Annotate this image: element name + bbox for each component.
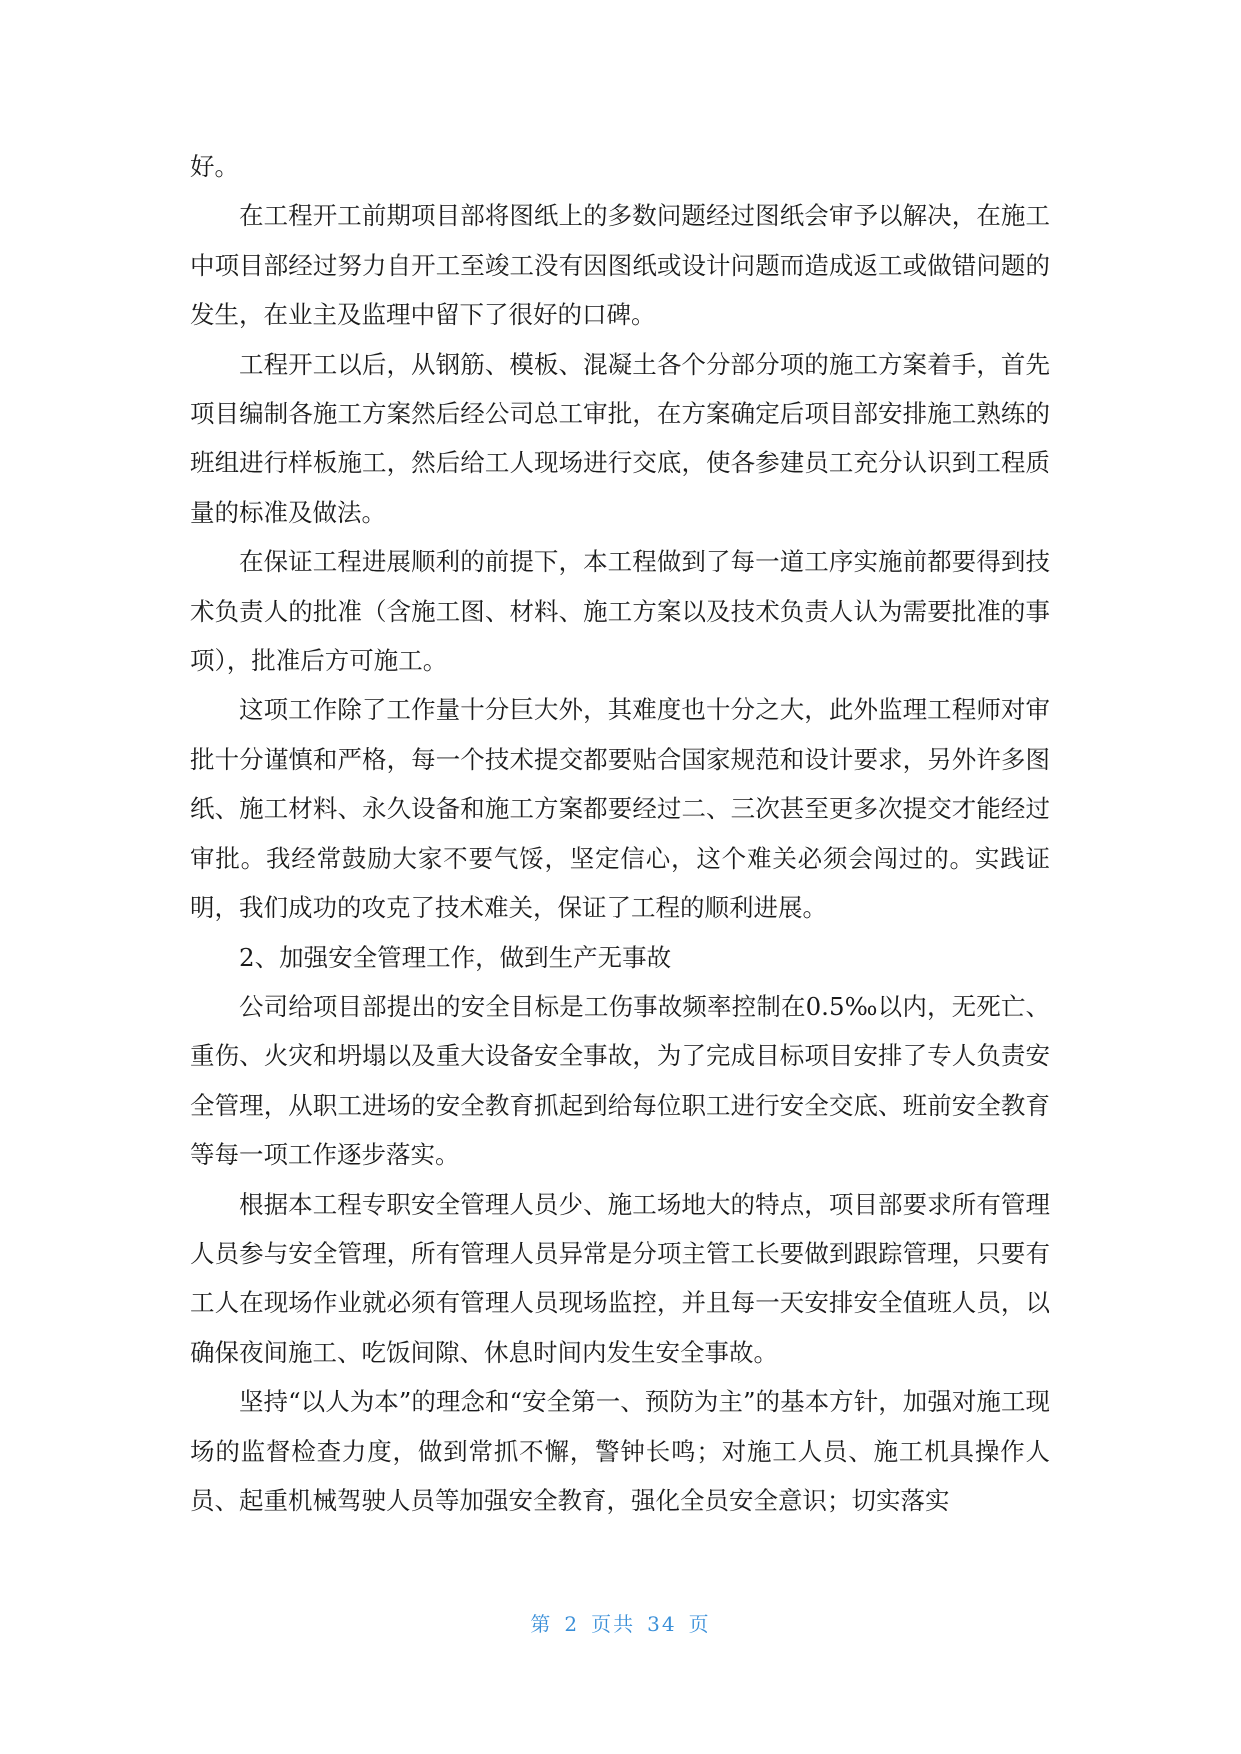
footer-label-page-of: 页共 [591,1612,636,1636]
page-footer [0,1608,1241,1637]
paragraph-1: 好。 [190,152,239,181]
paragraph-9: 坚持“以人为本”的理念和“安全第一、预防为主”的基本方针，加强对施工现场的监督检查力度，做到常抓不懈，警钟长鸣；对施工人员、施工机具操作人员、起重机械驾驶人员等加强安全教育，强化全员安全意识；切实落实 [190,1387,1050,1515]
footer-label-page-end: 页 [688,1612,711,1636]
paragraph-8: 根据本工程专职安全管理人员少、施工场地大的特点，项目部要求所有管理人员参与安全管理，所有管理人员异常是分项主管工长要做到跟踪管理，只要有工人在现场作业就必须有管理人员现场监控，并且每一天安排安全值班人员，以确保夜间施工、吃饭间隙、休息时间内发生安全事故。 [190,1189,1050,1367]
footer-label-page: 第 [530,1612,553,1636]
paragraph-5: 这项工作除了工作量十分巨大外，其难度也十分之大，此外监理工程师对审批十分谨慎和严格，每一个技术提交都要贴合国家规范和设计要求，另外许多图纸、施工材料、永久设备和施工方案都要经过二、三次甚至更多次提交才能经过审批。我经常鼓励大家不要气馁，坚定信心，这个难关必须会闯过的。实践证明，我们成功的攻克了技术难关，保证了工程的顺利进展。 [190,695,1050,923]
document-body [190,142,1050,1525]
section-heading-2: 2、加强安全管理工作，做到生产无事故 [239,942,672,972]
footer-total-pages: 34 [647,1612,677,1636]
paragraph-7: 公司给项目部提出的安全目标是工伤事故频率控制在0.5‰以内，无死亡、重伤、火灾和坍塌以及重大设备安全事故，为了完成目标项目安排了专人负责安全管理，从职工进场的安全教育抓起到给每位职工进行安全交底、班前安全教育等每一项工作逐步落实。 [190,991,1050,1170]
footer-current-page: 2 [564,1612,580,1636]
paragraph-4: 在保证工程进展顺利的前提下，本工程做到了每一道工序实施前都要得到技术负责人的批准（含施工图、材料、施工方案以及技术负责人认为需要批准的事项），批准后方可施工。 [190,547,1050,676]
paragraph-3: 工程开工以后，从钢筋、模板、混凝土各个分部分项的施工方案着手，首先项目编制各施工方案然后经公司总工审批，在方案确定后项目部安排施工熟练的班组进行样板施工，然后给工人现场进行交底，使各参建员工充分认识到工程质量的标准及做法。 [190,349,1050,527]
paragraph-2: 在工程开工前期项目部将图纸上的多数问题经过图纸会审予以解决，在施工中项目部经过努力自开工至竣工没有因图纸或设计问题而造成返工或做错问题的发生，在业主及监理中留下了很好的口碑。 [190,201,1050,330]
